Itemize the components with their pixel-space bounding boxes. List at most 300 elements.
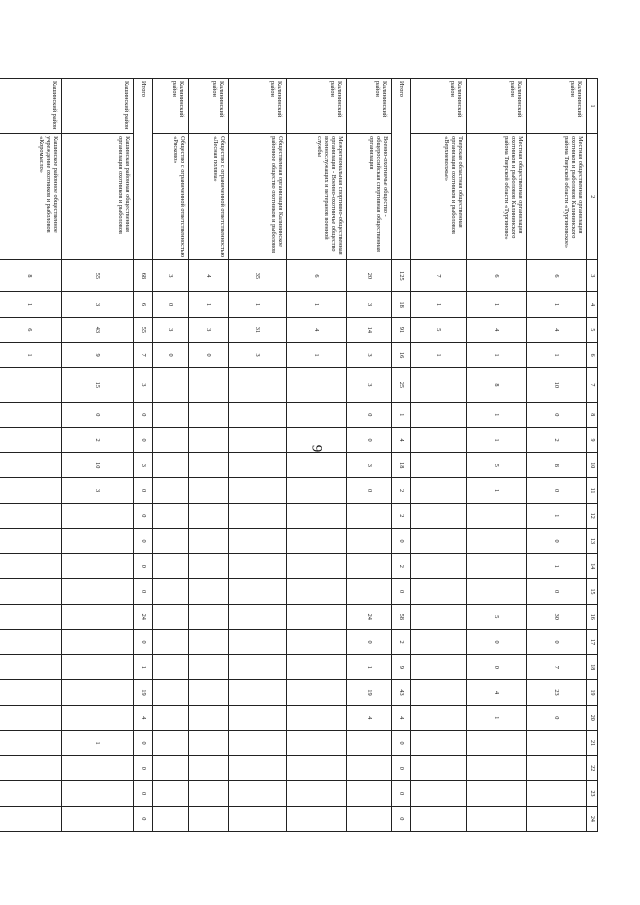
value-cell: 30: [527, 604, 587, 629]
table-viewport: [26, 78, 598, 832]
value-cell: [411, 528, 467, 553]
organization-cell: Кашинское районное общественное учреждение охотников и рыболовов «Коромысло»: [0, 134, 62, 260]
column-number: 19: [587, 680, 598, 705]
value-cell: 35: [229, 260, 287, 292]
value-cell: [287, 368, 347, 402]
table-row: [0, 79, 62, 832]
value-cell: [287, 478, 347, 503]
value-cell: [287, 427, 347, 452]
value-cell: [467, 756, 527, 781]
value-cell: [287, 604, 347, 629]
value-cell: [189, 453, 229, 478]
value-cell: [411, 705, 467, 730]
value-cell: 24: [347, 604, 392, 629]
value-cell: [411, 402, 467, 427]
value-cell: 0: [62, 402, 134, 427]
district-cell: Калининский район: [189, 79, 229, 134]
total-value-cell: 0: [134, 756, 153, 781]
organization-cell: Местная общественная организация охотников и рыболовов Калининского района Тверской области «Тургиново»: [467, 134, 527, 260]
column-number: 7: [587, 368, 598, 402]
value-cell: [0, 554, 62, 579]
value-cell: [189, 655, 229, 680]
value-cell: [0, 579, 62, 604]
value-cell: [0, 705, 62, 730]
value-cell: 6: [287, 260, 347, 292]
value-cell: [467, 781, 527, 806]
value-cell: 0: [467, 655, 527, 680]
value-cell: [62, 503, 134, 528]
total-value-cell: 16: [392, 342, 411, 367]
value-cell: [189, 730, 229, 755]
total-value-cell: 2: [392, 554, 411, 579]
value-cell: [411, 368, 467, 402]
value-cell: 3: [189, 317, 229, 342]
value-cell: [411, 427, 467, 452]
value-cell: 6: [0, 317, 62, 342]
value-cell: 14: [347, 317, 392, 342]
total-value-cell: 3: [134, 368, 153, 402]
value-cell: [62, 528, 134, 553]
total-row: [392, 79, 411, 832]
total-value-cell: 24: [134, 604, 153, 629]
value-cell: [153, 655, 189, 680]
value-cell: [287, 730, 347, 755]
district-cell: Калининский район: [467, 79, 527, 134]
value-cell: [0, 478, 62, 503]
value-cell: [62, 629, 134, 654]
value-cell: 4: [189, 260, 229, 292]
value-cell: [411, 806, 467, 831]
value-cell: [0, 604, 62, 629]
value-cell: [153, 478, 189, 503]
value-cell: 1: [467, 478, 527, 503]
value-cell: [189, 806, 229, 831]
value-cell: [229, 781, 287, 806]
value-cell: [411, 730, 467, 755]
column-number: 8: [587, 402, 598, 427]
column-number: 2: [587, 134, 598, 260]
value-cell: 3: [347, 292, 392, 317]
value-cell: 9: [62, 342, 134, 367]
value-cell: [527, 756, 587, 781]
value-cell: [189, 705, 229, 730]
total-value-cell: 6: [134, 292, 153, 317]
total-value-cell: 1: [134, 655, 153, 680]
value-cell: [347, 579, 392, 604]
page-number: 9: [308, 444, 325, 453]
value-cell: 0: [347, 427, 392, 452]
value-cell: [347, 554, 392, 579]
value-cell: [62, 756, 134, 781]
total-value-cell: 0: [134, 806, 153, 831]
total-value-cell: 0: [134, 528, 153, 553]
value-cell: [287, 705, 347, 730]
organization-cell: Тверская областная общественная организация охотников и рыболовов «Верхневолжье»: [411, 134, 467, 260]
table-row: [189, 79, 229, 832]
value-cell: [229, 503, 287, 528]
total-value-cell: 0: [392, 806, 411, 831]
district-cell: Кашинский район: [62, 79, 134, 134]
value-cell: [411, 756, 467, 781]
value-cell: [411, 781, 467, 806]
total-value-cell: 0: [392, 528, 411, 553]
value-cell: [189, 680, 229, 705]
value-cell: 0: [527, 579, 587, 604]
value-cell: [411, 453, 467, 478]
value-cell: [189, 478, 229, 503]
total-label: Итого: [134, 79, 153, 260]
value-cell: 1: [527, 554, 587, 579]
value-cell: [287, 503, 347, 528]
value-cell: [347, 781, 392, 806]
value-cell: 3: [347, 453, 392, 478]
value-cell: 4: [287, 317, 347, 342]
column-number: 10: [587, 453, 598, 478]
value-cell: [189, 756, 229, 781]
column-number: 18: [587, 655, 598, 680]
rotated-table-sheet: [26, 78, 598, 832]
table-row: [62, 79, 134, 832]
value-cell: [229, 806, 287, 831]
value-cell: [467, 730, 527, 755]
total-value-cell: 2: [392, 503, 411, 528]
value-cell: [229, 427, 287, 452]
value-cell: 0: [527, 528, 587, 553]
column-number: 1: [587, 79, 598, 134]
value-cell: 55: [62, 260, 134, 292]
column-number: 5: [587, 317, 598, 342]
organization-cell: Общественная организация Калининское районное общество охотников и рыболовов: [229, 134, 287, 260]
value-cell: 5: [411, 317, 467, 342]
value-cell: [62, 579, 134, 604]
total-value-cell: 91: [392, 317, 411, 342]
column-number: 14: [587, 554, 598, 579]
value-cell: 1: [467, 342, 527, 367]
value-cell: [62, 781, 134, 806]
value-cell: 0: [467, 629, 527, 654]
value-cell: [0, 453, 62, 478]
district-cell: Калининский район: [229, 79, 287, 134]
total-value-cell: 0: [134, 554, 153, 579]
value-cell: [467, 806, 527, 831]
value-cell: [62, 604, 134, 629]
value-cell: [153, 730, 189, 755]
value-cell: 3: [347, 368, 392, 402]
value-cell: [411, 554, 467, 579]
value-cell: [287, 579, 347, 604]
value-cell: 2: [62, 427, 134, 452]
value-cell: 43: [62, 317, 134, 342]
total-value-cell: 0: [134, 427, 153, 452]
value-cell: 10: [62, 453, 134, 478]
value-cell: [0, 806, 62, 831]
total-value-cell: 125: [392, 260, 411, 292]
value-cell: [527, 781, 587, 806]
value-cell: 1: [0, 342, 62, 367]
table-row: [153, 79, 189, 832]
total-value-cell: 0: [134, 478, 153, 503]
value-cell: [287, 781, 347, 806]
value-cell: [229, 579, 287, 604]
value-cell: [153, 554, 189, 579]
value-cell: [189, 427, 229, 452]
value-cell: 19: [347, 680, 392, 705]
column-number: 12: [587, 503, 598, 528]
value-cell: [287, 528, 347, 553]
value-cell: [189, 781, 229, 806]
value-cell: [287, 806, 347, 831]
value-cell: [189, 503, 229, 528]
organization-cell: Общество с ограниченной ответственностью «Лесная поляна»: [189, 134, 229, 260]
value-cell: [62, 680, 134, 705]
value-cell: [229, 402, 287, 427]
value-cell: 0: [347, 402, 392, 427]
table-row: [287, 79, 347, 832]
value-cell: 1: [347, 655, 392, 680]
value-cell: 1: [189, 292, 229, 317]
value-cell: [0, 756, 62, 781]
total-value-cell: 4: [392, 427, 411, 452]
value-cell: [153, 503, 189, 528]
total-value-cell: 0: [134, 579, 153, 604]
value-cell: [347, 503, 392, 528]
value-cell: 0: [153, 342, 189, 367]
value-cell: [287, 402, 347, 427]
total-value-cell: 4: [392, 705, 411, 730]
column-number: 13: [587, 528, 598, 553]
value-cell: [0, 528, 62, 553]
organization-cell: Кашинская районная общественная организация охотников и рыболовов: [62, 134, 134, 260]
organization-cell: Военно-охотничье общество - общероссийская спортивная общественная организация: [347, 134, 392, 260]
value-cell: [62, 554, 134, 579]
value-cell: [0, 503, 62, 528]
value-cell: 1: [287, 292, 347, 317]
organization-cell: Межрегиональная спортивно-общественная организация - Военно-охотничье общество военнослужащих и ветеранов военной службы: [287, 134, 347, 260]
value-cell: 1: [287, 342, 347, 367]
total-value-cell: 4: [134, 705, 153, 730]
value-cell: [153, 579, 189, 604]
column-number: 3: [587, 260, 598, 292]
value-cell: 0: [527, 478, 587, 503]
value-cell: 4: [527, 317, 587, 342]
value-cell: 20: [347, 260, 392, 292]
total-value-cell: 68: [134, 260, 153, 292]
value-cell: [62, 806, 134, 831]
value-cell: 1: [467, 705, 527, 730]
value-cell: [467, 579, 527, 604]
value-cell: [287, 453, 347, 478]
column-number: 6: [587, 342, 598, 367]
value-cell: [0, 730, 62, 755]
total-value-cell: 58: [392, 604, 411, 629]
total-value-cell: 2: [392, 478, 411, 503]
value-cell: [153, 427, 189, 452]
value-cell: 7: [411, 260, 467, 292]
value-cell: [287, 680, 347, 705]
value-cell: [411, 503, 467, 528]
table-row: [229, 79, 287, 832]
value-cell: 15: [62, 368, 134, 402]
column-number: 4: [587, 292, 598, 317]
value-cell: [0, 781, 62, 806]
value-cell: [287, 554, 347, 579]
value-cell: [229, 478, 287, 503]
value-cell: [411, 655, 467, 680]
table-row: [467, 79, 527, 832]
total-value-cell: 0: [134, 730, 153, 755]
value-cell: 6: [467, 260, 527, 292]
value-cell: 1: [467, 427, 527, 452]
total-value-cell: 0: [134, 503, 153, 528]
value-cell: 1: [411, 342, 467, 367]
column-number-row: [587, 79, 598, 832]
value-cell: [0, 368, 62, 402]
value-cell: [62, 705, 134, 730]
district-cell: Кашинский район: [0, 79, 62, 134]
value-cell: [153, 781, 189, 806]
value-cell: [189, 604, 229, 629]
value-cell: 1: [527, 503, 587, 528]
value-cell: [411, 629, 467, 654]
total-value-cell: 2: [392, 629, 411, 654]
value-cell: [287, 756, 347, 781]
value-cell: [0, 402, 62, 427]
value-cell: 0: [347, 629, 392, 654]
value-cell: 8: [527, 453, 587, 478]
value-cell: [467, 503, 527, 528]
value-cell: 8: [467, 368, 527, 402]
total-value-cell: 0: [134, 781, 153, 806]
value-cell: 31: [229, 317, 287, 342]
value-cell: 1: [411, 292, 467, 317]
value-cell: [153, 453, 189, 478]
value-cell: 3: [62, 292, 134, 317]
column-number: 17: [587, 629, 598, 654]
total-value-cell: 7: [134, 342, 153, 367]
value-cell: [229, 655, 287, 680]
value-cell: 5: [467, 604, 527, 629]
value-cell: [411, 478, 467, 503]
total-value-cell: 55: [134, 317, 153, 342]
column-number: 16: [587, 604, 598, 629]
value-cell: [153, 680, 189, 705]
value-cell: [153, 756, 189, 781]
total-value-cell: 18: [392, 292, 411, 317]
value-cell: [229, 705, 287, 730]
value-cell: 0: [189, 342, 229, 367]
column-number: 21: [587, 730, 598, 755]
value-cell: [229, 528, 287, 553]
value-cell: 10: [527, 368, 587, 402]
value-cell: 3: [153, 260, 189, 292]
value-cell: 7: [527, 655, 587, 680]
total-value-cell: 18: [392, 453, 411, 478]
total-value-cell: 1: [392, 402, 411, 427]
value-cell: [189, 554, 229, 579]
total-value-cell: 0: [392, 730, 411, 755]
total-row: [134, 79, 153, 832]
value-cell: 0: [153, 292, 189, 317]
value-cell: 3: [229, 342, 287, 367]
value-cell: 1: [527, 292, 587, 317]
value-cell: [411, 604, 467, 629]
value-cell: [189, 579, 229, 604]
value-cell: [229, 368, 287, 402]
column-number: 23: [587, 781, 598, 806]
value-cell: [229, 604, 287, 629]
value-cell: [467, 554, 527, 579]
value-cell: [189, 528, 229, 553]
value-cell: [411, 680, 467, 705]
total-value-cell: 9: [392, 655, 411, 680]
organization-cell: Местная общественная организация охотников и рыболовов Калининского района Тверской области «Тургиновское»: [527, 134, 587, 260]
value-cell: [411, 579, 467, 604]
value-cell: [229, 730, 287, 755]
value-cell: 23: [527, 680, 587, 705]
value-cell: 2: [527, 427, 587, 452]
value-cell: [0, 655, 62, 680]
value-cell: [189, 402, 229, 427]
district-cell: Калининский район: [347, 79, 392, 134]
district-cell: Калининский район: [527, 79, 587, 134]
value-cell: [229, 756, 287, 781]
value-cell: 1: [467, 402, 527, 427]
value-cell: 1: [527, 342, 587, 367]
value-cell: 0: [527, 402, 587, 427]
value-cell: [467, 528, 527, 553]
value-cell: [153, 604, 189, 629]
value-cell: [287, 629, 347, 654]
total-value-cell: 43: [392, 680, 411, 705]
district-cell: Калининский район: [287, 79, 347, 134]
value-cell: 5: [467, 453, 527, 478]
value-cell: [153, 806, 189, 831]
value-cell: 4: [467, 317, 527, 342]
value-cell: [0, 427, 62, 452]
value-cell: [347, 756, 392, 781]
total-value-cell: 19: [134, 680, 153, 705]
value-cell: [229, 554, 287, 579]
district-cell: Калининский район: [153, 79, 189, 134]
value-cell: [287, 655, 347, 680]
total-value-cell: 25: [392, 368, 411, 402]
value-cell: [229, 629, 287, 654]
value-cell: [527, 806, 587, 831]
value-cell: 1: [467, 292, 527, 317]
total-value-cell: 0: [134, 402, 153, 427]
total-value-cell: 3: [134, 453, 153, 478]
value-cell: [62, 655, 134, 680]
value-cell: [153, 368, 189, 402]
value-cell: [229, 453, 287, 478]
value-cell: [347, 528, 392, 553]
value-cell: 3: [347, 342, 392, 367]
column-number: 11: [587, 478, 598, 503]
value-cell: [229, 680, 287, 705]
value-cell: 4: [347, 705, 392, 730]
value-cell: 0: [347, 478, 392, 503]
total-value-cell: 0: [392, 579, 411, 604]
value-cell: 1: [62, 730, 134, 755]
column-number: 9: [587, 427, 598, 452]
organization-cell: Общество с ограниченной ответственностью «Рясково»: [153, 134, 189, 260]
district-cell: Калининский район: [411, 79, 467, 134]
total-value-cell: 0: [392, 781, 411, 806]
value-cell: [153, 705, 189, 730]
value-cell: [153, 402, 189, 427]
value-cell: 8: [0, 260, 62, 292]
value-cell: [189, 368, 229, 402]
